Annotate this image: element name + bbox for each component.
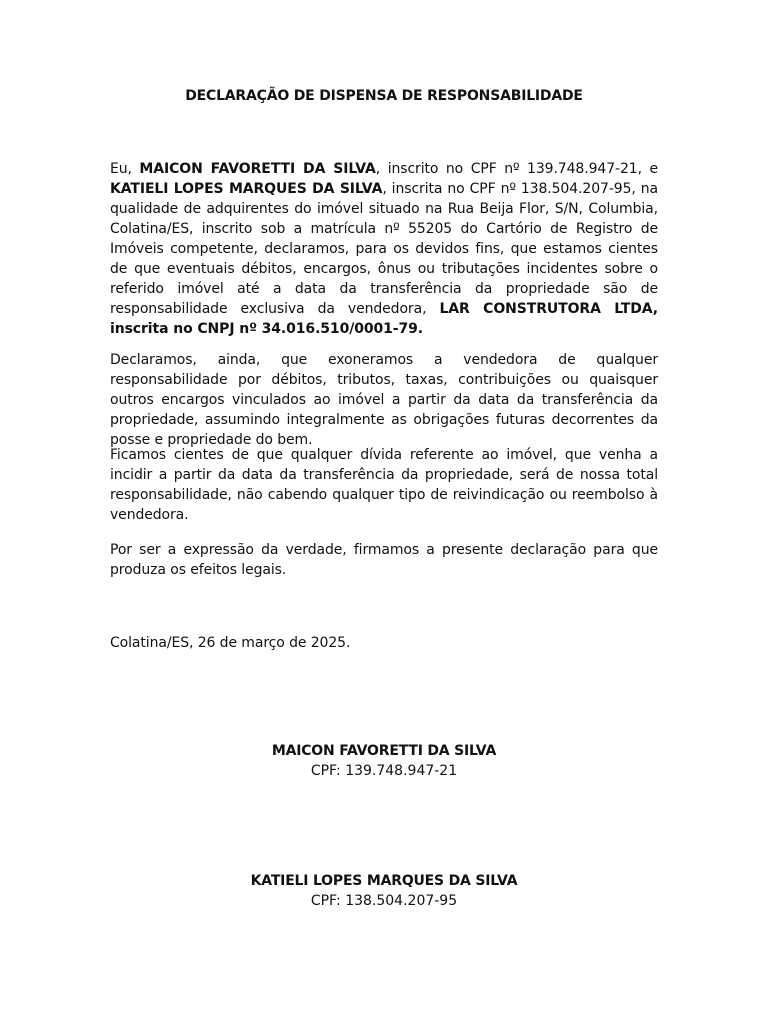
paragraph-debt-responsibility: Ficamos cientes de que qualquer dívida referente ao imóvel, que venha a incidir a partir da data da transferência da propriedade, será de nossa total responsabilidade, não cabendo qualquer tipo de reivindicação ou reembolso à vendedora. <box>110 447 658 523</box>
paragraph-exoneration: Declaramos, ainda, que exoneramos a vendedora de qualquer responsabilidade por débitos, tributos, taxas, contribuições ou quaisquer outros encargos vinculados ao imóvel a partir da data da transferência da propriedade, assumindo integralmente as obrigações futuras decorrentes da posse e propriedade do bem. <box>110 352 658 448</box>
p1-buyer-2-name: KATIELI LOPES MARQUES DA SILVA <box>110 181 383 197</box>
p1-text-1: Eu, <box>110 161 140 177</box>
p1-text-3: , inscrita no CPF nº 138.504.207-95, na qualidade de adquirentes do imóvel situado na Rua Beija Flor, S/N, Columbia, Colatina/ES, inscrito sob a matrícula nº 55205 do Cartório de Registro de Imóveis competente, declaramos, para os devidos fins, que estamos cientes de que eventuais débitos, encargos, ônus ou tributações incidentes sobre o referido imóvel até a data da transferência da propriedade são de responsabilidade exclusiva da vendedora, <box>110 181 658 317</box>
signature-block-2 <box>0 871 768 911</box>
signer-1-name: MAICON FAVORETTI DA SILVA <box>271 743 497 759</box>
paragraph-declaration <box>110 159 658 339</box>
date-line: Colatina/ES, 26 de março de 2025. <box>110 635 351 651</box>
paragraph-closing: Por ser a expressão da verdade, firmamos a presente declaração para que produza os efeitos legais. <box>110 542 658 578</box>
document-title: DECLARAÇÃO DE DISPENSA DE RESPONSABILIDADE <box>185 88 583 104</box>
p1-text-2: , inscrito no CPF nº 139.748.947-21, e <box>375 161 658 177</box>
signer-1-cpf: CPF: 139.748.947-21 <box>310 763 458 779</box>
p1-seller-info: LAR CONSTRUTORA LTDA, inscrita no CNPJ nº 34.016.510/0001-79. <box>110 301 658 337</box>
signature-block-1 <box>0 741 768 781</box>
signer-2-cpf: CPF: 138.504.207-95 <box>310 893 458 909</box>
signer-2-name: KATIELI LOPES MARQUES DA SILVA <box>250 873 518 889</box>
p1-buyer-1-name: MAICON FAVORETTI DA SILVA <box>139 161 376 177</box>
